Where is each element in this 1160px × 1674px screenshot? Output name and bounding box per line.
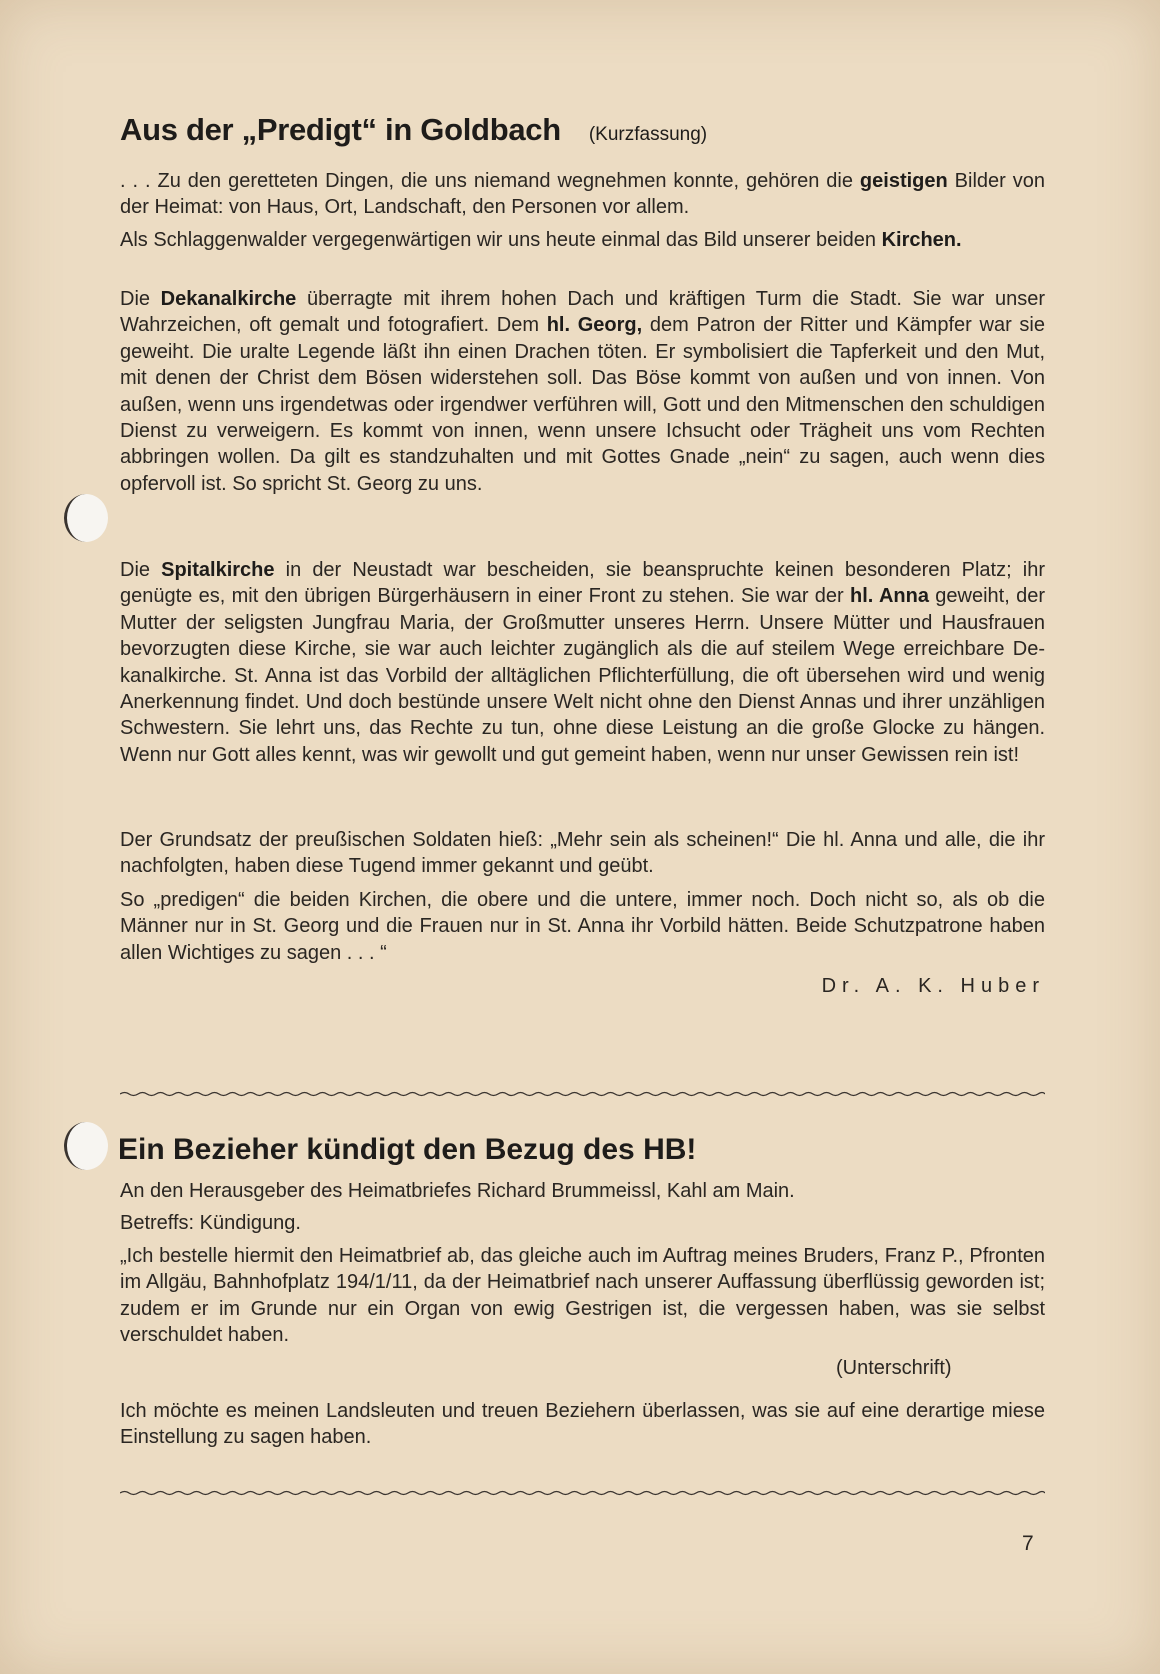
emphasis-dekanalkirche: Dekanalkirche [160, 288, 297, 310]
text: Die [120, 559, 162, 581]
text: geweiht, der Mutter der seligsten Jungfrau Maria, der Großmutter unseres Herrn. Unsere Mütter und Hausfrauen bevorzugten diese Kirche, sie war auch leichter zugänglich als die auf steilem Wege erreichbare Dekanalkirche. St. Anna ist das Vorbild der alltäglichen Pflichterfüllung, die oft übersehen wird und wenig Anerkennung findet. Und doch bestünde unsere Welt nicht ohne den Dienst Annas und ihrer unzähligen Schwestern. Sie lehrt uns, das Rechte zu tun, ohne diese Leistung an die große Glocke zu hängen. Wenn nur Gott alles kennt, was wir gewollt und gut gemeint haben, wenn nur unser Gewissen rein ist! [120, 585, 1045, 766]
article2-closing: Ich möchte es meinen Landsleuten und treuen Beziehern überlassen, was sie auf eine derartige miese Einstellung zu sagen haben. [120, 1400, 1045, 1449]
text: in der Neustadt war bescheiden, sie beanspruchte keinen besonderen Platz; ihr genügte es, mit den übrigen Bürgerhäusern in einer Front zu stehen. Sie war der [120, 559, 1045, 608]
article1-title: Aus der „Predigt“ in Goldbach [120, 112, 561, 147]
article1-paragraph-1 [120, 168, 1045, 221]
article1-heading [120, 112, 707, 148]
article1-paragraph-4 [120, 557, 1045, 768]
emphasis-hl-anna: hl. Anna [850, 585, 929, 608]
article2-address-line: An den Herausgeber des Heimatbriefes Richard Brummeissl, Kahl am Main. [120, 1180, 795, 1202]
article1-paragraph-5: Der Grundsatz der preußischen Soldaten hieß: „Mehr sein als scheinen!“ Die hl. Anna und alle, die ihr nachfolgten, haben diese Tugend immer gekannt und geübt. [120, 829, 1045, 878]
punch-hole-top [64, 494, 108, 542]
punch-hole-bottom [64, 1122, 108, 1170]
text: dem Patron der Ritter und Kämpfer war sie geweiht. Die uralte Legende läßt ihn einen Drachen töten. Er symbolisiert die Tapferkeit und den Mut, mit denen der Christ dem Bösen widerstehen soll. Das Böse kommt von außen und von innen. Von außen, wenn uns irgendetwas oder irgendwer verführen will, Gott und den Mitmenschen den schuldigen Dienst zu verweigern. Es kommt von innen, wenn unsere Ichsucht oder Trägheit uns vom Rechten abbringen wollen. Da gilt es standzuhalten und mit Gottes Gnade „nein“ zu sagen, auch wenn dies opfervoll ist. So spricht St. Georg zu uns. [120, 314, 1045, 495]
article2-subject-line: Betreffs: Kündigung. [120, 1212, 301, 1234]
emphasis-kirchen: Kirchen. [881, 229, 962, 251]
page-number: 7 [1022, 1532, 1034, 1555]
article2-letter-quote: „Ich bestelle hiermit den Heimatbrief ab, das gleiche auch im Auftrag meines Bruders, Franz P., Pfronten im Allgäu, Bahnhofplatz 194/1/11, da der Heimatbrief nach unserer Auffassung überflüssig geworden ist; zudem er im Grunde nur ein Organ von ewig Gestrigen ist, die vergessen haben, was sie selbst verschuldet haben. [120, 1245, 1045, 1347]
emphasis-geistigen: geistigen [859, 170, 948, 192]
wavy-divider [120, 1090, 1045, 1098]
text: Die [120, 288, 161, 310]
wavy-divider [120, 1489, 1045, 1497]
article2-title: Ein Bezieher kündigt den Bezug des HB! [118, 1133, 697, 1166]
text: . . . Zu den geretteten Dingen, die uns niemand wegnehmen konnte, gehören die [120, 170, 860, 192]
text: Als Schlaggenwalder vergegenwärtigen wir uns heute einmal das Bild unserer beiden [120, 229, 882, 251]
text: überragte mit ihrem hohen Dach und kräftigen Turm die Stadt. Sie war unser Wahrzeichen, oft gemalt und fotografiert. Dem [120, 288, 1045, 337]
article1-paragraph-3 [120, 286, 1045, 497]
article1-paragraph-6: So „predigen“ die beiden Kirchen, die obere und die untere, immer noch. Doch nicht so, als ob die Männer nur in St. Georg und die Frauen nur in St. Anna ihr Vorbild hätten. Beide Schutzpatrone haben allen Wichtiges zu sagen . . . “ [120, 889, 1045, 964]
article1-subtitle: (Kurzfassung) [588, 124, 708, 145]
article2-signature: (Unterschrift) [836, 1357, 952, 1379]
article1-author: Dr. A. K. Huber [821, 975, 1045, 997]
emphasis-hl-georg: hl. Georg, [546, 314, 643, 337]
emphasis-spitalkirche: Spitalkirche [161, 559, 275, 581]
text: Bilder von der Heimat: von Haus, Ort, Landschaft, den Personen vor allem. [120, 170, 1045, 219]
article1-paragraph-2 [120, 227, 1045, 253]
